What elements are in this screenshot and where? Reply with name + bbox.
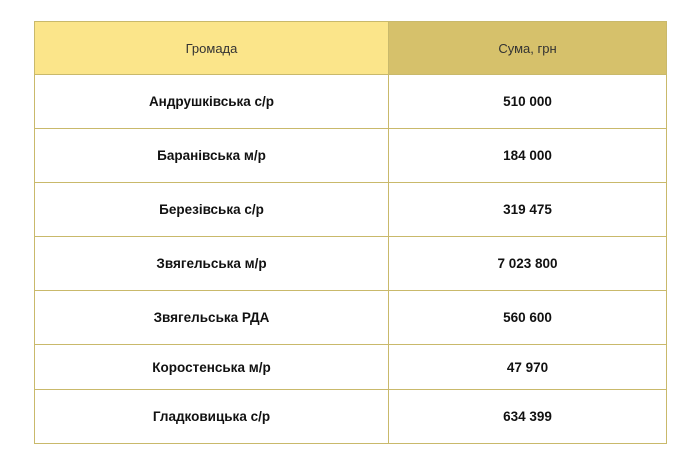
table-header [35, 22, 667, 75]
amount-cell: 184 000 [389, 129, 667, 183]
community-cell: Звягельська м/р [35, 237, 389, 291]
community-cell: Гладковицька с/р [35, 390, 389, 444]
funds-table [34, 21, 667, 444]
funds-table-container [34, 21, 666, 433]
community-cell: Коростенська м/р [35, 345, 389, 390]
amount-cell: 510 000 [389, 75, 667, 129]
table-row [35, 345, 667, 390]
amount-cell: 319 475 [389, 183, 667, 237]
header-row [35, 22, 667, 75]
table-row [35, 390, 667, 444]
table-body [35, 75, 667, 444]
table-row [35, 237, 667, 291]
header-amount: Сума, грн [389, 22, 667, 75]
amount-cell: 7 023 800 [389, 237, 667, 291]
amount-cell: 634 399 [389, 390, 667, 444]
community-cell: Андрушківська с/р [35, 75, 389, 129]
table-row [35, 291, 667, 345]
community-cell: Березівська с/р [35, 183, 389, 237]
header-community: Громада [35, 22, 389, 75]
community-cell: Звягельська РДА [35, 291, 389, 345]
amount-cell: 47 970 [389, 345, 667, 390]
table-row [35, 183, 667, 237]
community-cell: Баранівська м/р [35, 129, 389, 183]
amount-cell: 560 600 [389, 291, 667, 345]
table-row [35, 75, 667, 129]
table-row [35, 129, 667, 183]
